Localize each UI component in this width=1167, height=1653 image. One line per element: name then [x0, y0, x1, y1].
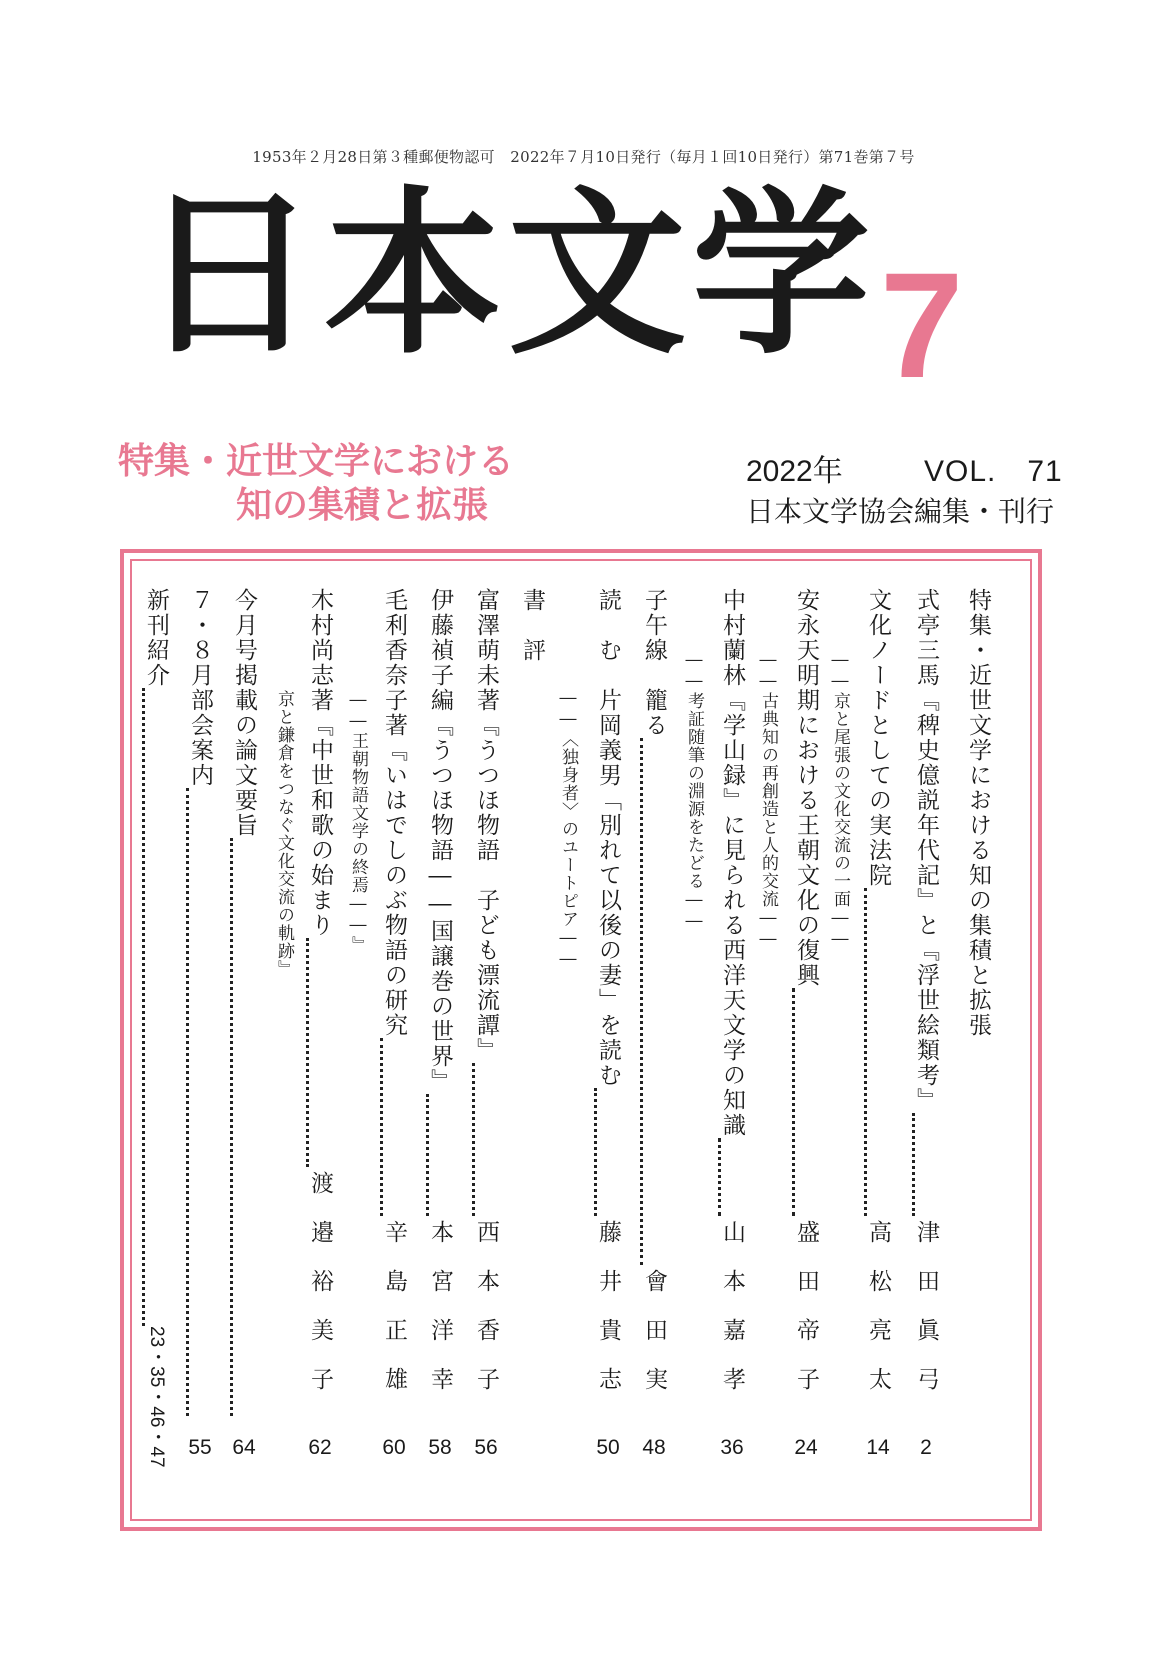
toc-entry-page: 56 — [474, 1436, 498, 1459]
publisher-line: 日本文学協会編集・刊行 — [746, 495, 1055, 528]
toc-entry-subtitle: ――古典知の再創造と人的交流―― — [758, 650, 778, 950]
toc-entry-page: 50 — [596, 1436, 620, 1459]
toc-entry-title: 子午線 籠る — [641, 588, 667, 738]
leader-dots — [380, 1038, 408, 1216]
toc-entry-title: 伊藤禎子編『うつほ物語――国譲巻の世界』 — [427, 588, 453, 1094]
journal-title: 日本文学 — [140, 169, 876, 378]
toc-entry-subtitle: ――〈独身者〉のユートピア―― — [558, 688, 578, 970]
special-feature-title-line2: 知の集積と拡張 — [236, 485, 489, 526]
toc-entry[interactable] — [374, 588, 414, 1468]
toc-special-heading: 特集・近世文学における知の集積と拡張 — [965, 588, 991, 1038]
toc-entry-title: 中村蘭林『学山録』に見られる西洋天文学の知識 — [719, 588, 745, 1138]
toc-entry-author: 高松亮太 — [865, 1220, 891, 1416]
toc-entry-title: 読 む 片岡義男「別れて以後の妻」を読む — [595, 588, 621, 1088]
toc-entry-page: 62 — [308, 1436, 332, 1459]
toc-entry-title: 今月号掲載の論文要旨 — [231, 588, 257, 838]
toc-entry[interactable] — [300, 588, 340, 1468]
toc-entry[interactable] — [634, 588, 674, 1468]
issue-year: 2022年 — [746, 455, 843, 488]
toc-entry[interactable] — [712, 588, 752, 1468]
toc-entry-title: 新刊紹介 — [143, 588, 169, 688]
toc-entry-author: 山本嘉孝 — [719, 1220, 745, 1416]
toc-entry-title: 木村尚志著『中世和歌の始まり — [307, 588, 333, 938]
toc-entry[interactable] — [466, 588, 506, 1468]
toc-entry-subtitle: ――京と尾張の文化交流の一面―― — [830, 650, 850, 950]
leader-dots — [426, 1094, 454, 1216]
volume-number: VOL. 71 — [924, 455, 1063, 488]
toc-entry-page: 2 — [920, 1436, 932, 1459]
toc-entry-author: 辛島正雄 — [381, 1220, 407, 1416]
toc-entry-author: 本宮洋幸 — [427, 1220, 453, 1416]
toc-entry[interactable] — [858, 588, 898, 1468]
toc-entry-author: 會田実 — [641, 1269, 667, 1416]
toc-entry-title: 文化ノードとしての実法院 — [865, 588, 891, 888]
leader-dots — [912, 1113, 940, 1216]
toc-entry-page: 36 — [720, 1436, 744, 1459]
toc-entry-page: 55 — [188, 1436, 212, 1459]
leader-dots — [306, 938, 334, 1167]
toc-entry-page: 64 — [232, 1436, 256, 1459]
toc-entry-page: 24 — [794, 1436, 818, 1459]
leader-dots — [472, 1063, 500, 1216]
toc-entry[interactable] — [588, 588, 628, 1468]
toc-entry-title: 富澤萌未著『うつほ物語 子ども漂流譚』 — [473, 588, 499, 1063]
toc-entry-title: 毛利香奈子著『いはでしのぶ物語の研究 — [381, 588, 407, 1038]
toc-entry-subtitle: ――王朝物語文学の終焉――』 — [348, 690, 368, 954]
toc-entry-page: 14 — [866, 1436, 890, 1459]
toc-entry-subtitle: ――考証随筆の淵源をたどる―― — [684, 650, 704, 932]
toc-entry-author: 西本香子 — [473, 1220, 499, 1416]
book-review-heading: 書 評 — [519, 588, 545, 663]
leader-dots — [640, 738, 668, 1265]
toc-entry[interactable] — [906, 588, 946, 1468]
postal-approval-line: 1953年２月28日第３種郵便物認可 2022年７月10日発行（毎月１回10日発行）第71巻第７号 — [252, 148, 915, 166]
toc-entry-subtitle: 京と鎌倉をつなぐ文化交流の軌跡』 — [274, 690, 294, 978]
leader-dots — [792, 988, 820, 1216]
issue-number: 7 — [880, 241, 964, 409]
special-feature-title-line1: 特集・近世文学における — [118, 441, 515, 482]
leader-dots — [718, 1138, 746, 1216]
toc-entry[interactable] — [136, 588, 176, 1468]
toc-entry-author: 藤井貴志 — [595, 1220, 621, 1416]
leader-dots — [864, 888, 892, 1216]
leader-dots — [594, 1088, 622, 1216]
toc-entry-title: 安永天明期における王朝文化の復興 — [793, 588, 819, 988]
toc-entry-author: 津田眞弓 — [913, 1220, 939, 1416]
leader-dots — [230, 838, 258, 1416]
toc-entry-page: 58 — [428, 1436, 452, 1459]
toc-entry-title: ７・８月部会案内 — [187, 588, 213, 788]
toc-entry[interactable] — [786, 588, 826, 1468]
toc-entry[interactable] — [180, 588, 220, 1468]
toc-entry-author: 盛田帝子 — [793, 1220, 819, 1416]
leader-dots — [142, 688, 170, 1326]
leader-dots — [186, 788, 214, 1416]
toc-entry-page: 23・35・46・47 — [146, 1326, 167, 1468]
toc-entry-title: 式亭三馬『稗史億説年代記』と『浮世絵類考』 — [913, 588, 939, 1113]
toc-entry-author: 渡邉裕美子 — [307, 1171, 333, 1416]
toc-entry-page: 60 — [382, 1436, 406, 1459]
toc-entry[interactable] — [420, 588, 460, 1468]
toc-entry-page: 48 — [642, 1436, 666, 1459]
toc-entry[interactable] — [224, 588, 264, 1468]
